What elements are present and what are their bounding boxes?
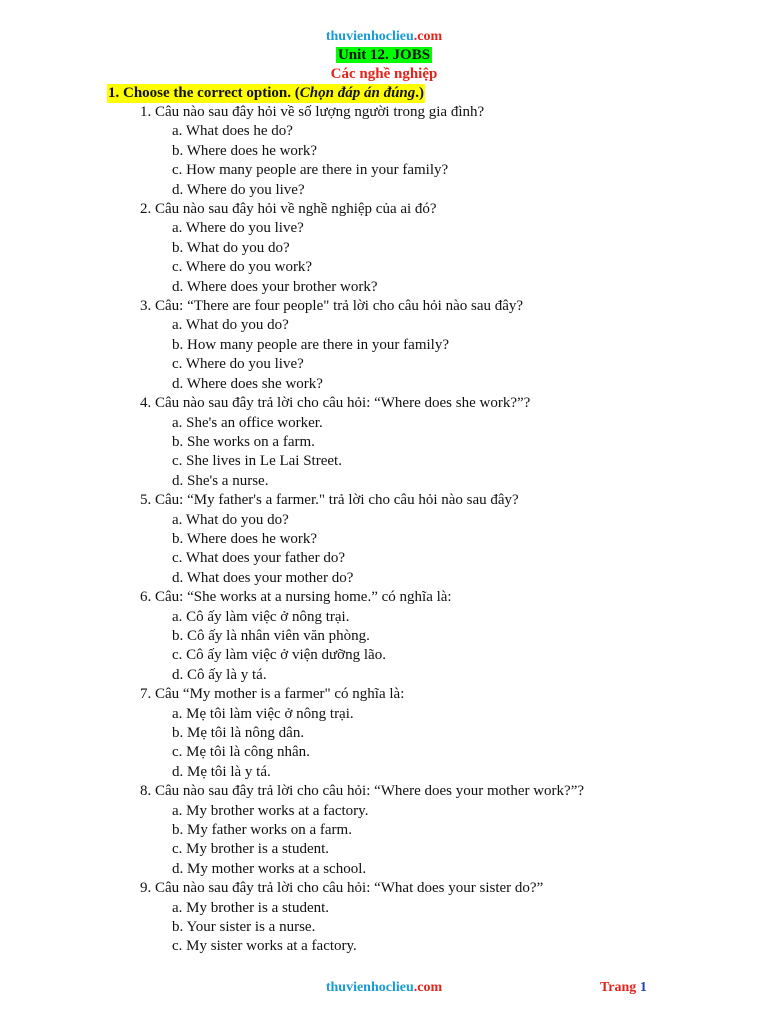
answer-option: c. My brother is a student. — [172, 841, 330, 858]
question-item — [0, 588, 768, 685]
answer-option: b. Where does he work? — [172, 530, 318, 547]
answer-option: a. Where do you live? — [172, 220, 304, 237]
answer-option: c. Mẹ tôi là công nhân. — [172, 744, 310, 761]
answer-option: c. My sister works at a factory. — [172, 938, 357, 955]
question-list — [0, 103, 768, 957]
question-item — [0, 103, 768, 200]
answer-option: c. Where do you live? — [172, 356, 304, 373]
question-text: 1. Câu nào sau đây hỏi về số lượng người trong gia đình? — [140, 104, 485, 120]
answer-option: d. Cô ấy là y tá. — [172, 666, 267, 683]
question-text: 5. Câu: “My father's a farmer." trả lời cho câu hỏi nào sau đây? — [140, 492, 519, 509]
answer-option: a. She's an office worker. — [172, 414, 323, 431]
answer-option: c. Cô ấy làm việc ở viện dưỡng lão. — [172, 647, 386, 664]
question-text: 7. Câu “My mother is a farmer" có nghĩa là: — [140, 686, 405, 703]
answer-option: d. Where does she work? — [172, 375, 323, 392]
section-heading-prefix: 1. Choose the correct option. ( — [108, 85, 300, 101]
header-site-name: thuvienhoclieu — [325, 29, 414, 44]
answer-option: d. What does your mother do? — [172, 569, 354, 586]
question-item — [0, 394, 768, 491]
answer-option: c. What does your father do? — [172, 550, 345, 567]
question-text: 4. Câu nào sau đây trả lời cho câu hỏi: “Where does she work?”? — [140, 395, 531, 412]
answer-option: b. Your sister is a nurse. — [172, 919, 316, 936]
answer-option: b. She works on a farm. — [172, 433, 315, 450]
question-item — [0, 782, 768, 879]
footer-site-name: thuvienhoclieu — [325, 980, 414, 995]
answer-option: a. Cô ấy làm việc ở nông trại. — [172, 608, 350, 625]
answer-option: a. What do you do? — [172, 317, 289, 334]
question-item — [0, 685, 768, 782]
answer-option: a. What do you do? — [172, 511, 289, 528]
answer-option: b. What do you do? — [172, 239, 290, 256]
unit-title-text: Unit 12. JOBS — [337, 47, 431, 63]
answer-option: d. Mẹ tôi là y tá. — [172, 763, 271, 780]
question-item — [0, 491, 768, 588]
answer-option: d. My mother works at a school. — [172, 860, 367, 877]
question-text: 8. Câu nào sau đây trả lời cho câu hỏi: “Where does your mother work?”? — [140, 783, 585, 800]
answer-option: a. What does he do? — [172, 123, 293, 140]
footer-site-domain: .com — [413, 980, 443, 995]
section-heading-suffix: .) — [415, 85, 424, 101]
question-text: 6. Câu: “She works at a nursing home.” có nghĩa là: — [140, 589, 452, 606]
answer-option: b. Mẹ tôi là nông dân. — [172, 725, 305, 741]
answer-option: d. Where do you live? — [172, 181, 305, 198]
footer-site-link[interactable] — [0, 979, 768, 997]
question-text: 2. Câu nào sau đây hỏi về nghề nghiệp của ai đó? — [140, 201, 437, 218]
answer-option: a. Mẹ tôi làm việc ở nông trại. — [172, 705, 354, 722]
answer-option: c. How many people are there in your family? — [172, 162, 449, 179]
page-label: Trang — [600, 980, 637, 995]
question-item — [0, 297, 768, 394]
question-item — [0, 200, 768, 297]
question-text: 9. Câu nào sau đây trả lời cho câu hỏi: “What does your sister do?” — [140, 880, 544, 897]
header-site-domain: .com — [413, 29, 443, 44]
answer-option: d. Where does your brother work? — [172, 278, 378, 295]
question-item — [0, 879, 768, 957]
answer-option: d. She's a nurse. — [172, 472, 269, 489]
question-text: 3. Câu: “There are four people" trả lời cho câu hỏi nào sau đây? — [140, 298, 524, 315]
section-heading — [107, 84, 425, 103]
answer-option: b. Cô ấy là nhân viên văn phòng. — [172, 627, 370, 644]
answer-option: c. Where do you work? — [172, 259, 313, 276]
header-site-link[interactable] — [0, 28, 768, 46]
section-heading-italic: Chọn đáp án đúng — [299, 85, 416, 101]
page-number-value: 1 — [639, 980, 647, 995]
unit-title — [0, 46, 768, 64]
answer-option: b. How many people are there in your family? — [172, 336, 449, 353]
unit-subtitle: Các nghề nghiệp — [330, 66, 438, 82]
answer-option: a. My brother is a student. — [172, 899, 330, 916]
answer-option: a. My brother works at a factory. — [172, 802, 369, 819]
page-number — [600, 979, 647, 997]
answer-option: b. My father works on a farm. — [172, 822, 352, 839]
answer-option: c. She lives in Le Lai Street. — [172, 453, 342, 470]
answer-option: b. Where does he work? — [172, 142, 318, 159]
